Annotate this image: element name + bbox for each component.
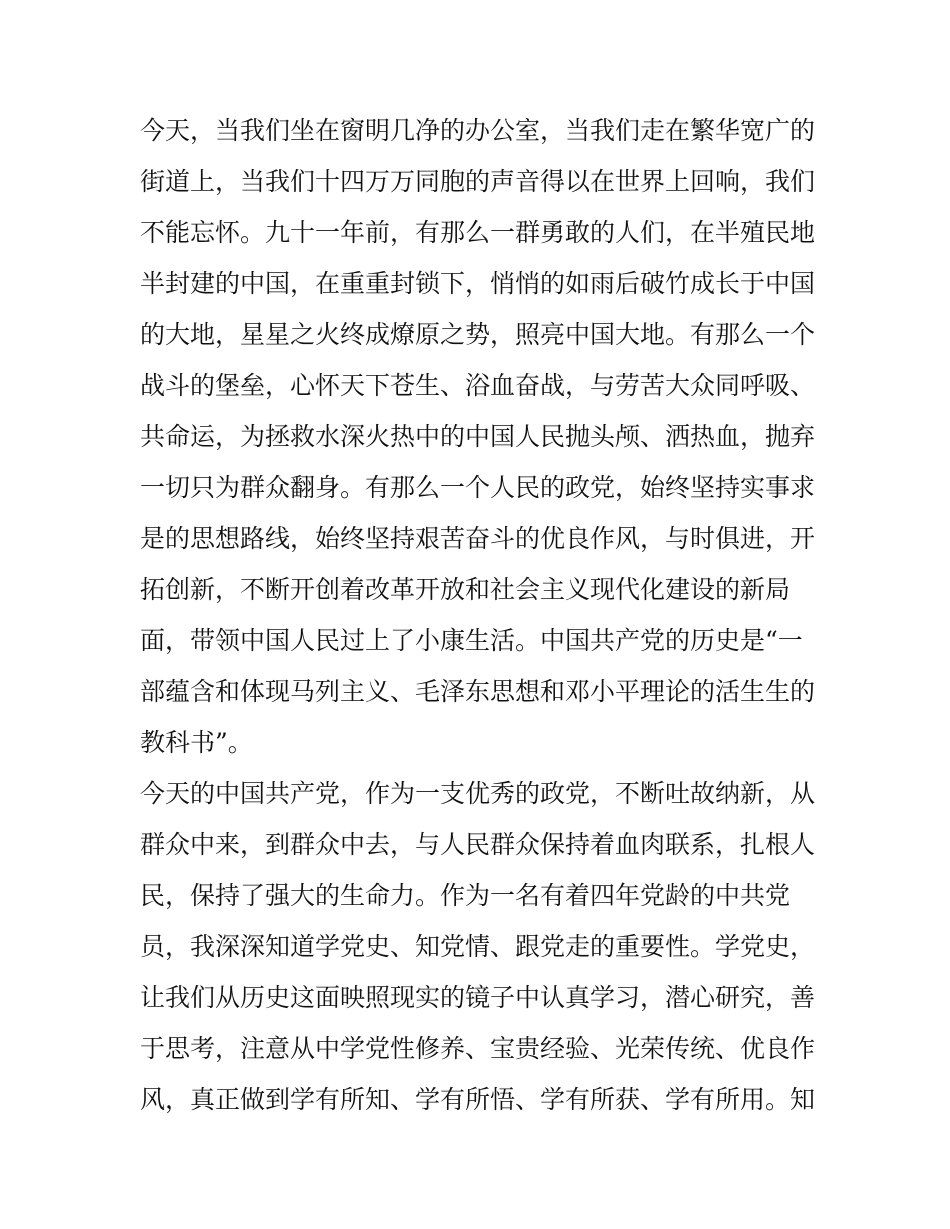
- text-line: 拓创新，不断开创着改革开放和社会主义现代化建设的新局: [140, 575, 791, 604]
- body-text: [140, 105, 820, 1125]
- text-line: 民，保持了强大的生命力。作为一名有着四年党龄的中共党: [140, 881, 791, 910]
- text-line: 面，带领中国人民过上了小康生活。中国共产党的历史是“一: [140, 626, 803, 655]
- text-line: 于思考，注意从中学党性修养、宝贵经验、光荣传统、优良作: [140, 1034, 816, 1063]
- text-line: 教科书”。: [140, 728, 253, 757]
- text-line: 街道上，当我们十四万万同胞的声音得以在世界上回响，我们: [140, 167, 816, 196]
- text-line: 今天，当我们坐在窗明几净的办公室，当我们走在繁华宽广的: [140, 116, 816, 145]
- text-line: 半封建的中国，在重重封锁下，悄悄的如雨后破竹成长于中国: [140, 269, 816, 298]
- text-line: 员，我深深知道学党史、知党情、跟党走的重要性。学党史，: [140, 932, 816, 961]
- text-line: 共命运，为拯救水深火热中的中国人民抛头颅、洒热血，抛弃: [140, 422, 816, 451]
- text-line: 部蕴含和体现马列主义、毛泽东思想和邓小平理论的活生生的: [140, 677, 816, 706]
- text-line: 今天的中国共产党，作为一支优秀的政党，不断吐故纳新，从: [140, 779, 816, 808]
- text-line: 战斗的堡垒，心怀天下苍生、浴血奋战，与劳苦大众同呼吸、: [140, 371, 816, 400]
- text-line: 风，真正做到学有所知、学有所悟、学有所获、学有所用。知: [140, 1085, 816, 1114]
- text-line: 是的思想路线，始终坚持艰苦奋斗的优良作风，与时俱进，开: [140, 524, 816, 553]
- text-line: 不能忘怀。九十一年前，有那么一群勇敢的人们，在半殖民地: [140, 218, 816, 247]
- text-line: 群众中来，到群众中去，与人民群众保持着血肉联系，扎根人: [140, 830, 816, 859]
- text-line: 让我们从历史这面映照现实的镜子中认真学习，潜心研究，善: [140, 983, 816, 1012]
- text-line: 一切只为群众翻身。有那么一个人民的政党，始终坚持实事求: [140, 473, 816, 502]
- text-line: 的大地，星星之火终成燎原之势，照亮中国大地。有那么一个: [140, 320, 816, 349]
